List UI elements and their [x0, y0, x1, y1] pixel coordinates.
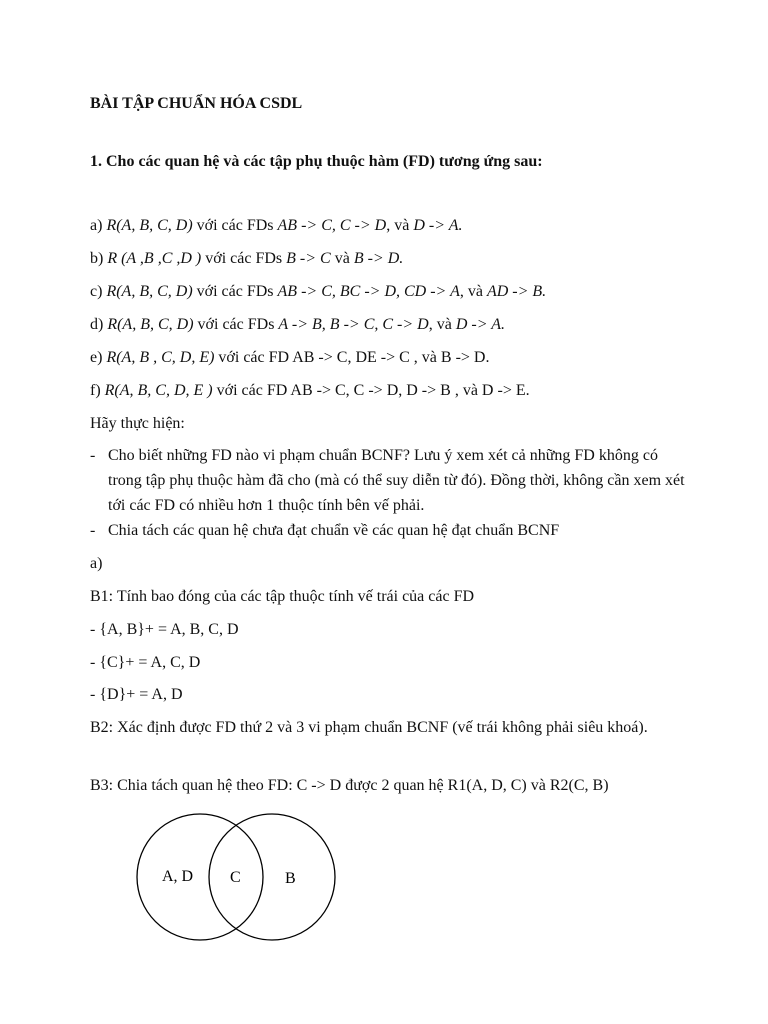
item-fds: B -> C: [286, 250, 331, 267]
item-text: , và: [428, 316, 456, 333]
item-label: c): [90, 283, 107, 300]
venn-label-right: B: [285, 870, 296, 887]
item-label: b): [90, 250, 108, 267]
bullet-dash: -: [90, 447, 96, 464]
item-relation: R(A, B, C, D): [106, 283, 193, 300]
item-relation: R(A, B, C, D): [106, 217, 193, 234]
item-relation: R (A ,B ,C ,D ): [107, 250, 202, 267]
item-relation: R(A, B, C, D): [107, 316, 194, 333]
venn-circle-right: [209, 814, 335, 940]
venn-circle-left: [137, 814, 263, 940]
step-b3: B3: Chia tách quan hệ theo FD: C -> D được 2 quan hệ R1(A, D, C) và R2(C, B): [90, 777, 609, 794]
item-fds: D -> A.: [455, 316, 506, 333]
item-label: d): [90, 316, 108, 333]
item-text: với các FD AB -> C, C -> D, D -> B , và D -> E.: [212, 382, 530, 399]
bullet-text: Cho biết những FD nào vi phạm chuẩn BCNF? Lưu ý xem xét cả những FD không có trong tập phụ thuộc hàm đã cho (mà có thể suy diễn từ đó). Đồng thời, không cần xem xét tới các FD có nhiều hơn 1 thuộc tính bên vế phải.: [108, 447, 685, 514]
item-fds: A -> B, B -> C, C -> D: [278, 316, 429, 333]
item-text: với các FDs: [201, 250, 287, 267]
closure-line: - {D}+ = A, D: [90, 686, 183, 703]
solution-label: a): [90, 555, 103, 572]
step-b2: B2: Xác định được FD thứ 2 và 3 vi phạm chuẩn BCNF (vế trái không phải siêu khoá).: [90, 719, 648, 736]
item-text: với các FDs: [193, 316, 279, 333]
bullet-text: Chia tách các quan hệ chưa đạt chuẩn về các quan hệ đạt chuẩn BCNF: [108, 522, 560, 539]
item-fds: AB -> C, C -> D: [277, 217, 387, 234]
item-text: với các FDs: [192, 283, 278, 300]
item-label: f): [90, 382, 105, 399]
item-fds: D -> A.: [413, 217, 463, 234]
item-text: và: [330, 250, 354, 267]
item-label: e): [90, 349, 107, 366]
venn-label-left: A, D: [162, 868, 194, 885]
item-fds: B -> D.: [353, 250, 404, 267]
item-fds: AB -> C, BC -> D, CD -> A: [277, 283, 460, 300]
step-b1: B1: Tính bao đóng của các tập thuộc tính vế trái của các FD: [90, 588, 475, 605]
instructions-label: Hãy thực hiện:: [90, 415, 185, 432]
question-heading: 1. Cho các quan hệ và các tập phụ thuộc hàm (FD) tương ứng sau:: [90, 153, 543, 170]
item-relation: R(A, B, C, D, E ): [104, 382, 213, 399]
item-label: a): [90, 217, 107, 234]
closure-line: - {C}+ = A, C, D: [90, 654, 201, 671]
item-text: với các FD AB -> C, DE -> C , và B -> D.: [214, 349, 490, 366]
item-fds: AD -> B.: [486, 283, 547, 300]
item-text: với các FDs: [192, 217, 278, 234]
item-relation: R(A, B , C, D, E): [106, 349, 215, 366]
bullet-dash: -: [90, 522, 96, 539]
venn-label-center: C: [230, 869, 241, 886]
item-text: , và: [459, 283, 487, 300]
page-title: BÀI TẬP CHUẨN HÓA CSDL: [90, 95, 303, 112]
item-text: , và: [386, 217, 414, 234]
closure-line: - {A, B}+ = A, B, C, D: [90, 621, 239, 638]
